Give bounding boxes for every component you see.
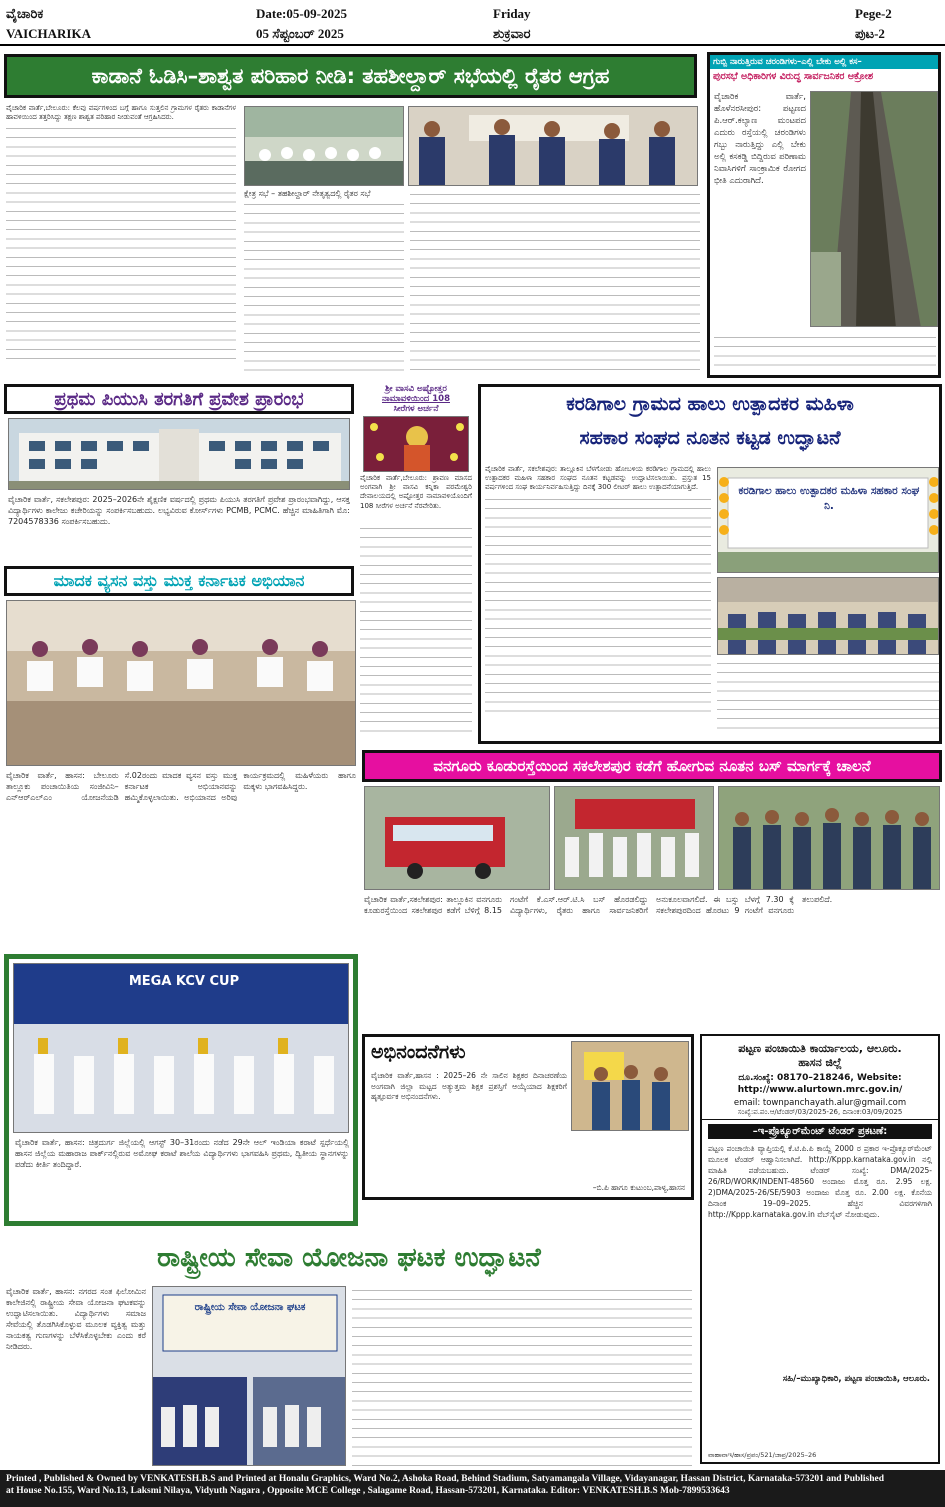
- dairy-article-box: [478, 384, 942, 744]
- day-kn: ಶುಕ್ರವಾರ: [493, 26, 531, 41]
- imprint-line2: at House No.155, Ward No.13, Laksmi Nilaya, Vidyuth Nagara , Opposite MCE College , Salagame Road, Hassan-573201, Karnataka. Editor: VENKATESH.B.S Mob-7899533643: [6, 1486, 730, 1496]
- karate-body: ವೈಚಾರಿಕ ವಾರ್ತೆ, ಹಾಸನ: ಚಿತ್ರದುರ್ಗ ಜಿಲ್ಲೆಯಲ್ಲಿ ಆಗಸ್ಟ್ 30–31ರಂದು ನಡೆದ 29ನೇ ಆಲ್ ಇಂಡಿಯಾ ಕರಾಟೆ ಸ್ಪರ್ಧೆಯಲ್ಲಿ ಹಾಸನ ಜಿಲ್ಲೆಯ ಮಹಾರಾಜ ಪಾರ್ಕ್‌ನಲ್ಲಿರುವ ಅಮೋಘ ಕರಾಟೆ ಶಾಲೆಯ ವಿದ್ಯಾರ್ಥಿಗಳು ಭಾಗವಹಿಸಿ ಪ್ರಥಮ, ದ್ವಿತೀಯ ಸ್ಥಾನಗಳನ್ನು ಪಡೆದು ಕೀರ್ತಿ ತಂದಿದ್ದಾರೆ.: [15, 1138, 349, 1169]
- karate-article-box: [4, 954, 358, 1226]
- dairy-body: [485, 465, 711, 735]
- temple-title-line3: ಸೀರೆಗಳ ಅರ್ಚನೆ: [393, 404, 439, 414]
- congrats-headline: ಅಭಿನಂದನೆಗಳು: [371, 1041, 466, 1063]
- drugfree-headline: ಮಾದಕ ವ್ಯಸನ ವಸ್ತು ಮುಕ್ತ ಕರ್ನಾಟಕ ಅಭಿಯಾನ: [4, 566, 354, 596]
- masthead: [0, 0, 945, 46]
- temple-article: [360, 384, 472, 744]
- paper-name-en: VAICHARIKA: [6, 26, 91, 41]
- karate-photo: [13, 963, 349, 1133]
- page-number-en: Pege-2: [855, 6, 892, 21]
- tender-district: ಹಾಸನ ಜಿಲ್ಲೆ: [798, 1056, 842, 1069]
- bus-headline: ವನಗೂರು ಕೂಡುರಸ್ತೆಯಿಂದ ಸಕಲೇಶಪುರ ಕಡೆಗೆ ಹೋಗುವ ನೂತನ ಬಸ್ ಮಾರ್ಗಕ್ಕೆ ಚಾಲನೆ: [362, 750, 942, 782]
- tender-email: email: townpanchayath.alur@gmail.com: [733, 1098, 907, 1108]
- temple-title-line1: ಶ್ರೀ ವಾಸವಿ ಅಷ್ಟೋತ್ತರ: [385, 384, 447, 394]
- nss-event-photo: [152, 1286, 346, 1466]
- drugfree-body: ವೈಚಾರಿಕ ವಾರ್ತೆ, ಹಾಸನ: ಬೇಲೂರು ತಾಲ್ಲೂಕು ಪಂಚಾಯಿತಿಯ ಸಂಜೀವಿನಿ–ಎನ್‌ಆರ್‌ಎಲ್‌ಎಂ ಯೋಜನೆಯಡಿ ಸೆ.02ರಂದು ಮಾದಕ ವ್ಯಸನ ವಸ್ತು ಮುಕ್ತ ಕರ್ನಾಟಕ ಅಭಿಯಾನವನ್ನು ಹಮ್ಮಿಕೊಳ್ಳಲಾಯಿತು. ಅಭಿಯಾನದ ಅರಿವು ಕಾರ್ಯಕ್ರಮದಲ್ಲಿ ಮಹಿಳೆಯರು ಹಾಗೂ ಮಕ್ಕಳು ಭಾಗವಹಿಸಿದ್ದರು.: [6, 771, 356, 802]
- text-column-filler: [352, 1286, 692, 1466]
- text-column-filler: [244, 200, 404, 376]
- tender-notice: [700, 1034, 940, 1464]
- congrats-body: ವೈಚಾರಿಕ ವಾರ್ತೆ,ಹಾಸನ : 2025–26 ನೇ ಸಾಲಿನ ಶಿಕ್ಷಕರ ದಿನಾಚರಣೆಯ ಅಂಗವಾಗಿ ಜಿಲ್ಲಾ ಮಟ್ಟದ ಅತ್ಯುತ್ತಮ ಶಿಕ್ಷಕ ಪ್ರಶಸ್ತಿಗೆ ಆಯ್ಕೆಯಾದ ಶಿಕ್ಷಕರಿಗೆ ಹೃತ್ಪೂರ್ವಕ ಅಭಿನಂದನೆಗಳು.: [371, 1071, 567, 1101]
- farmers-lead: ವೈಚಾರಿಕ ವಾರ್ತೆ,ಬೇಲೂರು: ಕೆಲವು ವರ್ಷಗಳಿಂದ ಬಗ್ಗೆ ಹಾಗೂ ಸುತ್ತಲಿನ ಗ್ರಾಮಗಳ ರೈತರು ಕಾಡಾನೆಗಳ ಹಾವಳಿಯಿಂದ ತತ್ತರಿಸಿದ್ದು ತಕ್ಷಣ ಶಾಶ್ವತ ಪರಿಹಾರ ನೀಡುವಂತೆ ಆಗ್ರಹಿಸಿದರು.: [6, 104, 236, 122]
- dairy-body-text: ವೈಚಾರಿಕ ವಾರ್ತೆ, ಸಕಲೇಶಪುರ: ತಾಲ್ಲೂಕಿನ ಬೆಳಗೋಡು ಹೋಬಳಿಯ ಕರಡಿಗಾಲ ಗ್ರಾಮದಲ್ಲಿ ಹಾಲು ಉತ್ಪಾದಕರ ಮಹಿಳಾ ಸಹಕಾರ ಸಂಘದ ನೂತನ ಕಟ್ಟಡವನ್ನು ಉದ್ಘಾಟಿಸಲಾಯಿತು. ಪ್ರಸ್ತುತ 15 ವರ್ಷಗಳಿಂದ ಸಂಘ ಕಾರ್ಯನಿರ್ವಹಿಸುತ್ತಿದ್ದು ದಿನಕ್ಕೆ 300 ಲೀಟರ್ ಹಾಲು ಉತ್ಪಾದನೆಯಾಗುತ್ತಿದೆ.: [485, 465, 711, 492]
- nss-body: ವೈಚಾರಿಕ ವಾರ್ತೆ, ಹಾಸನ: ನಗರದ ಸಂತ ಫಿಲೋಮಿನ ಕಾಲೇಜಿನಲ್ಲಿ ರಾಷ್ಟ್ರೀಯ ಸೇವಾ ಯೋಜನಾ ಘಟಕವನ್ನು ಉದ್ಘಾಟಿಸಲಾಯಿತು. ವಿದ್ಯಾರ್ಥಿಗಳು ಸಮಾಜ ಸೇವೆಯಲ್ಲಿ ತೊಡಗಿಸಿಕೊಳ್ಳುವ ಮೂಲಕ ವ್ಯಕ್ತಿತ್ವ ಮತ್ತು ನಾಯಕತ್ವ ಗುಣಗಳನ್ನು ಬೆಳೆಸಿಕೊಳ್ಳಬೇಕು ಎಂದು ಕರೆ ನೀಡಿದರು.: [6, 1287, 146, 1351]
- officials-stage-photo: [408, 106, 698, 186]
- imprint-line1: Printed , Published & Owned by VENKATESH.B.S and Printed at Honalu Graphics, Ward No.2, Ashoka Road, Behind Stadium, Satyamangala Village, Vidayanagar, Hassan District, Karnataka-573201 and Published: [6, 1474, 885, 1484]
- congrats-award-photo: [571, 1041, 689, 1131]
- dairy-stage-photo: [717, 577, 939, 655]
- congrats-box: [362, 1034, 694, 1200]
- drain-headline-line1: ಗುಬ್ಬಿ ನಾರುತ್ತಿರುವ ಚರಂಡಿಗಳು–ಎಲ್ಲಿ ಬೇಕು ಅಲ್ಲಿ ಕಸ–: [710, 55, 938, 69]
- drain-headline-line2: ಪುರಸಭೆ ಅಧಿಕಾರಿಗಳ ವಿರುದ್ಧ ಸಾರ್ವಜನಿಕರ ಆಕ್ರೋಶ: [713, 71, 874, 82]
- temple-body: ವೈಚಾರಿಕ ವಾರ್ತೆ,ಬೇಲೂರು: ಶ್ರಾವಣ ಮಾಸದ ಅಂಗವಾಗಿ ಶ್ರೀ ವಾಸವಿ ಕನ್ನಿಕಾ ಪರಮೇಶ್ವರಿ ದೇವಾಲಯದಲ್ಲಿ ಅಷ್ಟೋತ್ತರ ನಾಮಾವಳಿಯೊಂದಿಗೆ 108 ಸೀರೆಗಳ ಅರ್ಚನೆ ನೆರವೇರಿತು.: [360, 474, 472, 510]
- text-column-filler: [485, 495, 711, 720]
- paper-name-kn: ವೈಚಾರಿಕ: [6, 6, 44, 21]
- text-column-filler: [714, 333, 936, 373]
- text-column-filler: [410, 190, 700, 376]
- bus-officials-photo: [718, 786, 940, 890]
- bus-crowd-photo: [554, 786, 714, 890]
- bus-photo-1: [364, 786, 550, 890]
- tender-footer-ref: ವಾಹಾವಾಇ/ಹಾಸ/ಪ್ರಪಂ/521/ಜಾಪ್ರ/2025–26: [708, 1451, 817, 1459]
- date-kn: 05 ಸೆಪ್ಟಂಬರ್ 2025: [256, 26, 344, 41]
- page-number-kn: ಪುಟ-2: [855, 26, 885, 41]
- congrats-signature: –ಬಿ.ಪಿ ಹಾಗೂ ಕುಟುಂಬ,ಪಾಳ್ಯ,ಹಾಸನ: [592, 1183, 685, 1192]
- imprint-footer: [0, 1470, 945, 1507]
- farmers-meeting-photo: [244, 106, 404, 186]
- tender-title: –ಇ-ಪ್ರೊಕ್ಯೂರ್‌ಮೆಂಟ್ ಟೆಂಡರ್ ಪ್ರಕಟಣೆ:: [708, 1124, 932, 1139]
- date-en: Date:05-09-2025: [256, 6, 347, 21]
- dairy-headline-line2: ಸಹಕಾರ ಸಂಘದ ನೂತನ ಕಟ್ಟಡ ಉದ್ಘಾಟನೆ: [579, 427, 841, 449]
- drugfree-event-photo: [6, 600, 356, 766]
- puc-headline: ಪ್ರಥಮ ಪಿಯುಸಿ ತರಗತಿಗೆ ಪ್ರವೇಶ ಪ್ರಾರಂಭ: [4, 384, 354, 414]
- college-building-photo: [8, 418, 350, 490]
- tender-signature: ಸಹಿ/–ಮುಖ್ಯಾಧಿಕಾರಿ, ಪಟ್ಟಣ ಪಂಚಾಯಿತಿ, ಆಲೂರು.: [782, 1374, 930, 1384]
- farmers-photo-caption: ಕ್ಷೇತ್ರ ಸಭೆ – ತಹಶೀಲ್ದಾರ್ ನೇತೃತ್ವದಲ್ಲಿ ರೈತರ ಸಭೆ: [244, 189, 371, 198]
- deity-photo: [363, 416, 469, 472]
- dairy-building-photo: [717, 467, 939, 573]
- text-column-filler: [6, 124, 236, 364]
- tender-reference: ಸಂಖ್ಯೆ:ಪ.ಪಂ.ಆ/ಟೆಂಡರ್/03/2025-26, ದಿನಾಂಕ:03/09/2025: [702, 1108, 938, 1120]
- dairy-headline-line1: ಕರಡಿಗಾಲ ಗ್ರಾಮದ ಹಾಲು ಉತ್ಪಾದಕರ ಮಹಿಳಾ: [566, 393, 854, 415]
- farmers-headline: ಕಾಡಾನೆ ಓಡಿಸಿ–ಶಾಶ್ವತ ಪರಿಹಾರ ನೀಡಿ: ತಹಶೀಲ್ದಾರ್ ಸಭೆಯಲ್ಲಿ ರೈತರ ಆಗ್ರಹ: [4, 54, 697, 98]
- dairy-building-sign: ಕರಡಿಗಾಲ ಹಾಲು ಉತ್ಪಾದಕರ ಮಹಿಳಾ ಸಹಕಾರ ಸಂಘ ನಿ.: [738, 485, 920, 512]
- tender-phone: ದೂ.ಸಂಖ್ಯೆ: 08170–218246, Website: http://www.alurtown.mrc.gov.in/: [737, 1073, 903, 1095]
- bus-body: ವೈಚಾರಿಕ ವಾರ್ತೆ,ಸಕಲೇಶಪುರ: ತಾಲ್ಲೂಕಿನ ವನಗೂರು ಕೂಡುರಸ್ತೆಯಿಂದ ಸಕಲೇಶಪುರ ಕಡೆಗೆ ಬೆಳಿಗ್ಗೆ 8.15 ಗಂಟೆಗೆ ಕೆ.ಎಸ್.ಆರ್.ಟಿ.ಸಿ ಬಸ್ ಹೊರಡಲಿದ್ದು ವಿದ್ಯಾರ್ಥಿಗಳು, ರೈತರು ಹಾಗೂ ಸಾರ್ವಜನಿಕರಿಗೆ ಅನುಕೂಲವಾಗಲಿದೆ. ಈ ಬಸ್ಸು ಬೆಳಗ್ಗೆ 7.30 ಕ್ಕೆ ಸಕಲೇಶಪುರದಿಂದ ಹೊರಟು 9 ಗಂಟೆಗೆ ವನಗೂರು ತಲುಪಲಿದೆ.: [364, 895, 833, 915]
- tender-office: ಪಟ್ಟಣ ಪಂಚಾಯಿತಿ ಕಾರ್ಯಾಲಯ, ಆಲೂರು.: [738, 1042, 902, 1055]
- text-column-filler: [360, 524, 472, 739]
- day-en: Friday: [493, 6, 531, 21]
- puc-body: ವೈಚಾರಿಕ ವಾರ್ತೆ, ಸಕಲೇಶಪುರ: 2025–2026ನೇ ಶೈಕ್ಷಣಿಕ ವರ್ಷದಲ್ಲಿ ಪ್ರಥಮ ಪಿಯುಸಿ ತರಗತಿಗೆ ಪ್ರವೇಶ ಪ್ರಾರಂಭವಾಗಿದ್ದು, ಆಸಕ್ತ ವಿದ್ಯಾರ್ಥಿಗಳು ಕಾಲೇಜು ಕಚೇರಿಯನ್ನು ಸಂಪರ್ಕಿಸಬಹುದು. ಲಭ್ಯವಿರುವ ಕೋರ್ಸ್‌ಗಳು PCMB, PCMC. ಹೆಚ್ಚಿನ ಮಾಹಿತಿಗಾಗಿ ಮೊ: 7204578336 ಸಂಪರ್ಕಿಸಬಹುದು.: [8, 495, 350, 526]
- drain-photo: [810, 91, 938, 327]
- karate-banner-text: MEGA KCV CUP: [128, 974, 240, 989]
- drain-body: ವೈಚಾರಿಕ ವಾರ್ತೆ, ಹೊಳೆನರಸೀಪುರ: ಪಟ್ಟಣದ ಪಿ.ಆರ್.ಕಲ್ಯಾಣ ಮಂಟಪದ ಎದುರು ರಸ್ತೆಯಲ್ಲಿ ಚರಂಡಿಗಳು ಗಬ್ಬು ನಾರುತ್ತಿದ್ದು ಎಲ್ಲಿ ಬೇಕು ಅಲ್ಲಿ ಕಸಕಡ್ಡಿ ಬಿದ್ದಿರುವ ಪರಿಣಾಮ ನಿವಾಸಿಗಳಿಗೆ ಸಾಂಕ್ರಾಮಿಕ ರೋಗದ ಭೀತಿ ಎದುರಾಗಿದೆ.: [714, 92, 806, 186]
- farmers-body: [6, 104, 236, 376]
- text-column-filler: [717, 659, 939, 735]
- drain-article-box: [707, 52, 941, 378]
- tender-body: ಪಟ್ಟಣ ಪಂಚಾಯಿತಿ ವ್ಯಾಪ್ತಿಯಲ್ಲಿ ಕೆ.ಟಿ.ಪಿ.ಪಿ ಕಾಯ್ದೆ 2000 ರ ಪ್ರಕಾರ ಇ-ಪ್ರೊಕ್ಯೂರ್‌ಮೆಂಟ್ ಮೂಲಕ ಟೆಂಡರ್ ಆಹ್ವಾನಿಸಲಾಗಿದೆ. http://Kppp.karnataka.gov.in ನಲ್ಲಿ ಮಾಹಿತಿ ಪಡೆಯಬಹುದು. ಟೆಂಡರ್ ಸಂಖ್ಯೆ: DMA/2025-26/RD/WORK/INDENT-48560 ಅಂದಾಜು ಮೊತ್ತ ರೂ. 2.95 ಲಕ್ಷ. 2)DMA/2025-26/SE/5903 ಅಂದಾಜು ಮೊತ್ತ ರೂ. 2.00 ಲಕ್ಷ. ಕೊನೆಯ ದಿನಾಂಕ 19–09–2025. ಹೆಚ್ಚಿನ ವಿವರಗಳಿಗಾಗಿ http://Kppp.karnataka.gov.in ವೆಬ್‌ಸೈಟ್ ನೋಡುವುದು.: [708, 1144, 932, 1219]
- nss-stage-banner: ರಾಷ್ಟ್ರೀಯ ಸೇವಾ ಯೋಜನಾ ಘಟಕ: [194, 1302, 306, 1313]
- nss-headline: ರಾಷ್ಟ್ರೀಯ ಸೇವಾ ಯೋಜನಾ ಘಟಕ ಉದ್ಘಾಟನೆ: [4, 1236, 694, 1280]
- temple-title-line2: ನಾಮಾವಳಿಯಿಂದ 108: [382, 394, 450, 404]
